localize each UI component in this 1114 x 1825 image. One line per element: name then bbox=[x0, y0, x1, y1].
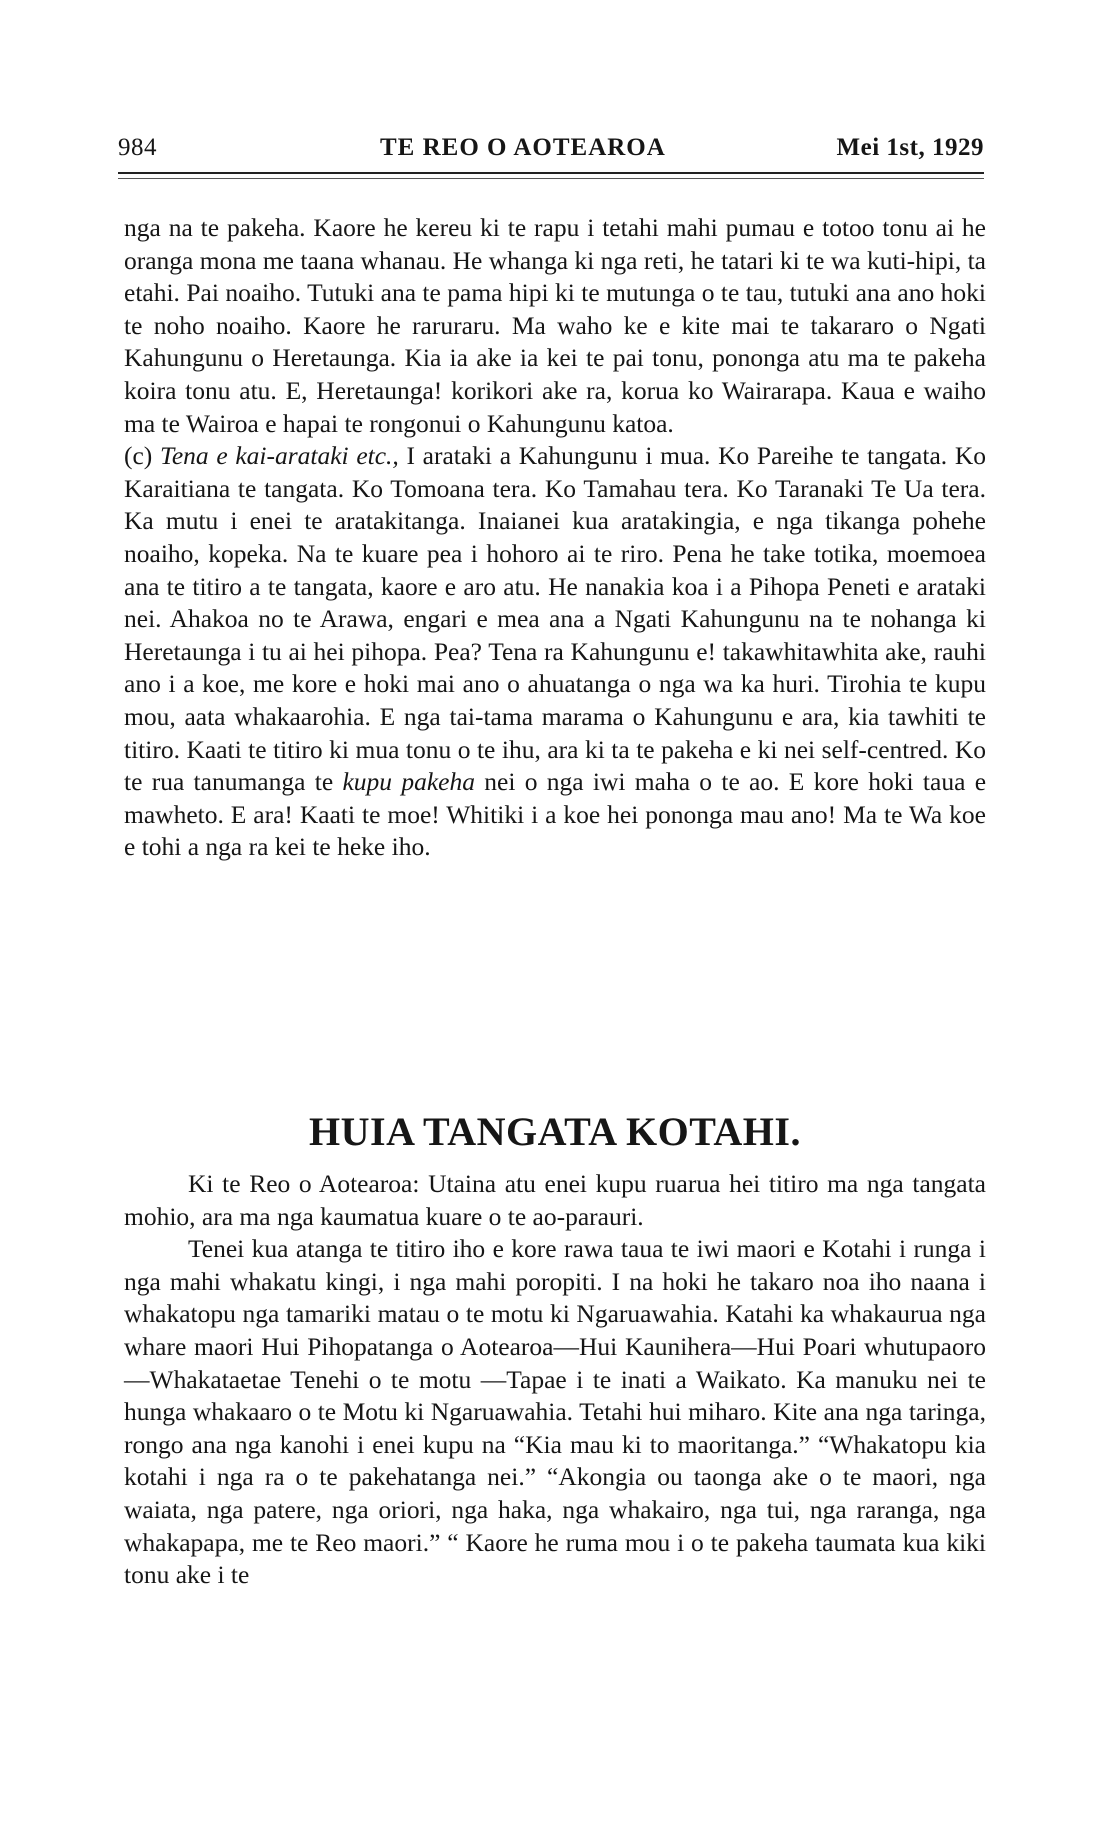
header-rule bbox=[118, 172, 984, 174]
page-number: 984 bbox=[118, 134, 157, 161]
continued-article bbox=[124, 212, 986, 864]
paragraph bbox=[124, 440, 986, 864]
italic-phrase: kupu pakeha bbox=[342, 767, 475, 797]
page-header bbox=[118, 134, 984, 170]
paragraph-text: I arataki a Kahungunu i mua. Ko Pareihe te tangata. Ko Karaitiana te tangata. Ko Tomoana tera. Ko Tamahau tera. Ko Taranaki Te Ua tera. Ka mutu i enei te aratakitanga. Inaianei kua aratakingia, e nga tikanga pohehe noaiho, kopeka. Na te kuare pea i hohoro ai te riro. Pena he take totika, moemoea ana te titiro a te tangata, kaore e aro atu. He nanakia koa i a Pihopa Peneti e arataki nei. Ahakoa no te Arawa, engari e mea ana a Ngati Kahungunu na te nohanga ki Heretaunga i tu ai hei pihopa. Pea? Tena ra Kahungunu e! takawhitawhita ake, rauhi ano i a koe, me kore e hoki mai ano o ahuatanga o nga wa ka huri. Tirohia te kupu mou, aata whakaarohia. E nga tai-tama marama o Kahungunu e ara, kia tawhiti te titiro. Kaati te titiro ki mua tonu o te ihu, ara ki ta te pakeha e ki nei self-centred. Ko te rua tanumanga te bbox=[124, 441, 987, 797]
article-body bbox=[124, 1168, 986, 1592]
paragraph-label: (c) bbox=[124, 441, 153, 471]
paragraph: nga na te pakeha. Kaore he kereu ki te rapu i tetahi mahi pumau e totoo tonu ai he oranga mona me taana whanau. He whanga ki nga reti, he tatari ki te wa kuti-hipi, ta etahi. Pai noaiho. Tutuki ana te pama hipi ki te mutunga o te tau, tutuki ana ano hoki te noho noaiho. Kaore he raruraru. Ma waho ke e kite mai te takararo o Ngati Kahungunu o Heretaunga. Kia ia ake ia kei te pai tonu, pononga atu ma te pakeha koira tonu atu. E, Heretaunga! korikori ake ra, korua ko Wairarapa. Kaua e waiho ma te Wairoa e hapai te rongonui o Kahungunu katoa. bbox=[124, 213, 986, 438]
article-headline: HUIA TANGATA KOTAHI. bbox=[309, 1109, 801, 1154]
issue-date: Mei 1st, 1929 bbox=[836, 134, 984, 161]
paragraph: Tenei kua atanga te titiro iho e kore rawa taua te iwi maori e Kotahi i runga i nga mahi whakatu kingi, i nga mahi poropiti. I na hoki he takaro noa iho naana i whakatopu nga tamariki matau o te motu ki Ngaruawahia. Katahi ka whakaurua nga whare maori Hui Pihopatanga o Aotearoa—Hui Kaunihera—Hui Poari whutupaoro—Whakataetae Tenehi o te motu —Tapae i te inati a Waikato. Ka manuku nei te hunga whakaaro o te Motu ki Ngaruawahia. Tetahi hui miharo. Kite ana nga taringa, rongo ana nga kanohi i enei kupu na “Kia mau ki to maoritanga.” “Whakatopu kia kotahi i nga ra o te pakehatanga nei.” “Akongia ou taonga ake o te maori, nga waiata, nga patere, nga oriori, nga haka, nga whakairo, nga tui, nga raranga, nga whakapapa, me te Reo maori.” “ Kaore he ruma mou i o te pakeha taumata kua kiki tonu ake i te bbox=[124, 1234, 986, 1590]
paragraph: Ki te Reo o Aotearoa: Utaina atu enei kupu ruarua hei titiro ma nga tangata mohio, ara ma nga kaumatua kuare o te ao-parauri. bbox=[124, 1169, 986, 1231]
journal-title: TE REO O AOTEAROA bbox=[380, 134, 666, 161]
paragraph-text: nei o nga iwi maha o te ao. E kore hoki taua e mawheto. E ara! Kaati te moe! Whitiki i a koe hei pononga mau ano! Ma te Wa koe e tohi a nga ra kei te heke iho. bbox=[124, 767, 987, 862]
header-rule-thin bbox=[118, 178, 984, 179]
italic-phrase: Tena e kai-arataki etc., bbox=[160, 441, 399, 471]
